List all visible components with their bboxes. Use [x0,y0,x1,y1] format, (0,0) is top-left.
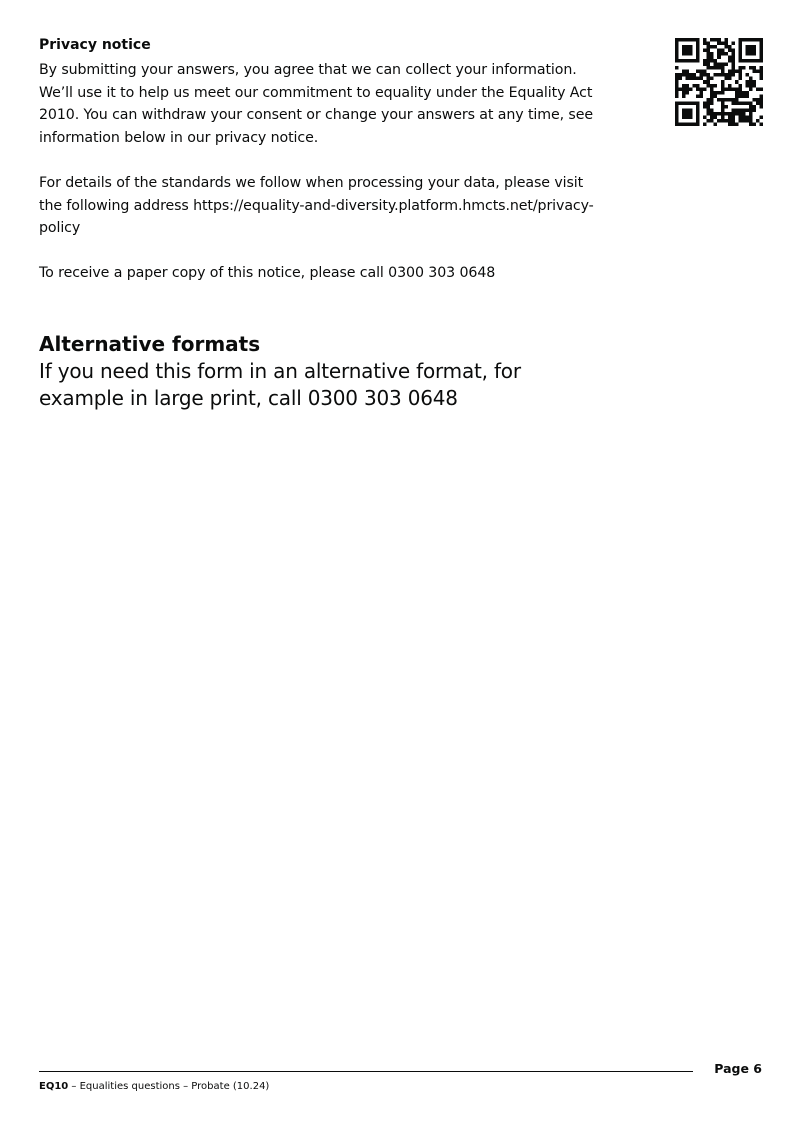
privacy-paragraph-paper-copy: To receive a paper copy of this notice, please call 0300 303 0648 [39,264,496,281]
qr-code-icon [675,38,763,126]
privacy-paragraph-standards: For details of the standards we follow when processing your data, please visit the following address https://equality-and-diversity.platform.hmcts.net/privacy-policy [39,174,594,237]
alternative-formats-heading: Alternative formats [39,332,261,356]
footer-form-title: – Equalities questions – Probate (10.24) [68,1081,270,1092]
footer-divider [39,1071,693,1072]
footer-form-code: EQ10 [39,1081,69,1092]
privacy-paragraph-consent: By submitting your answers, you agree that we can collect your information. We’ll use it to help us meet our commitment to equality under the Equality Act 2010. You can withdraw your consent or change your answers at any time, see information below in our privacy notice. [39,62,593,147]
privacy-notice-section [39,36,599,285]
alternative-formats-text: If you need this form in an alternative format, for example in large print, call 0300 303 0648 [39,359,521,410]
privacy-notice-heading: Privacy notice [39,37,151,53]
alternative-formats-section [39,330,599,412]
footer-form-reference [39,1080,269,1094]
page-number: Page 6 [714,1061,762,1076]
